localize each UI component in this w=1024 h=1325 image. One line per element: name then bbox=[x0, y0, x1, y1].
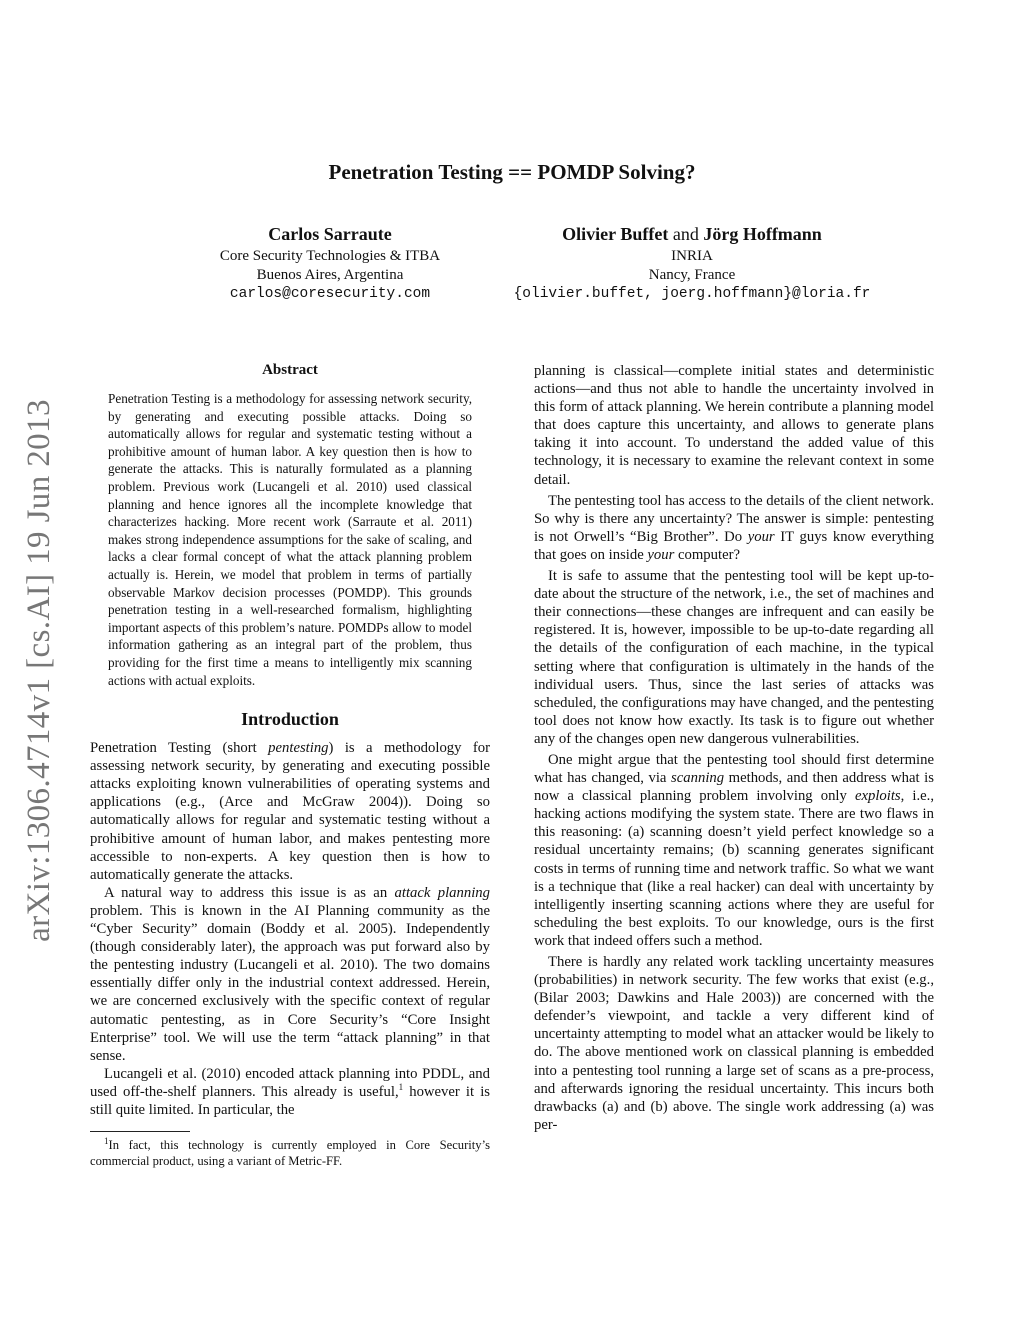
author-affiliation: Core Security Technologies & ITBA bbox=[219, 248, 441, 264]
intro-paragraph: Lucangeli et al. (2010) encoded attack planning into PDDL, and used off-the-shelf planners. This already is useful,$^1$ however it is still quite limited. In particular, the bbox=[90, 1065, 490, 1118]
abstract-heading: Abstract bbox=[262, 362, 318, 378]
author-location: Nancy, France bbox=[648, 267, 736, 283]
introduction-heading: Introduction bbox=[241, 709, 339, 730]
author-email: carlos@coresecurity.com bbox=[229, 286, 431, 302]
intro-paragraph: Penetration Testing (short pentesting) is a methodology for assessing network security, by generating and executing possible attacks exploiting known vulnerabilities of operating systems and applications (e.g., (Arce and McGraw 2004)). Doing so automatically allows for regular and systematic testing without a prohibitive amount of human labor, and makes pentesting more accessible to non-experts. A key question then is how to automatically generate the attacks. bbox=[90, 740, 491, 883]
footnote-marker: 1 bbox=[398, 1081, 404, 1092]
author-affiliation: INRIA bbox=[671, 248, 713, 264]
arxiv-stamp bbox=[16, 380, 62, 960]
body-paragraph: planning is classical—complete initial states and deterministic actions—and thus not able to handle the uncertainty involved in this form of attack planning. We herein contribute a planning model that does capture this uncertainty, and allows to generate plans taking it into account. To understand the added value of this technology, it is necessary to examine the relevant context in some detail. bbox=[534, 363, 934, 488]
body-paragraph: There is hardly any related work tackling uncertainty measures (probabilities) in network security. The few works that exist (e.g., (Bilar 2003; Dawkins and Hale 2003)) are concerned with the defender’s viewpoint, and tackle a very different kind of uncertainty attempting to model what an attacker would be likely to do. The above mentioned work on classical planning is embedded into a pentesting tool running a large set of scans as a pre-process, and afterwards ignoring the residual uncertainty. This incurs both drawbacks (a) and (b) above. The single work addressing (a) was per- bbox=[534, 954, 934, 1133]
paper-title: Penetration Testing == POMDP Solving? bbox=[328, 160, 696, 184]
intro-paragraph: A natural way to address this issue is as an attack planning problem. This is known in the AI Planning community as the “Cyber Security” domain (Boddy et al. 2005). Independently (though considerably later), the approach was put forward also by the pentesting industry (Lucangeli et al. 2010). The two domains essentially differ only in the industrial context addressed. Herein, we are concerned exclusively with the specific context of regular automatic pentesting, as in Core Security’s “Core Insight Enterprise” tool. We will use the term “attack planning” in that sense. bbox=[90, 884, 490, 1064]
author-name-2: Jörg Hoffmann bbox=[703, 224, 822, 244]
footnote: $^1$In fact, this technology is currently employed in Core Security’s commercial product, using a variant of Metric-FF. bbox=[90, 1135, 490, 1169]
left-column bbox=[90, 362, 490, 1169]
author-block-right bbox=[462, 221, 922, 304]
author-location: Buenos Aires, Argentina bbox=[256, 267, 404, 283]
author-name: Carlos Sarraute bbox=[268, 224, 392, 244]
author-email: {olivier.buffet, joerg.hoffmann}@loria.fr bbox=[513, 286, 871, 302]
body-paragraph: The pentesting tool has access to the details of the client network. So why is there any uncertainty? The answer is simple: pentesting is not Orwell’s “Big Brother”. Do your IT guys know everything that goes on inside your computer? bbox=[534, 492, 934, 563]
author-name-1: Olivier Buffet bbox=[562, 224, 669, 244]
author-conjunction: and bbox=[672, 224, 699, 244]
body-paragraph: One might argue that the pentesting tool should first determine what has changed, via scanning methods, and then address what is now a classical planning problem involving only exploits, i.e., hacking actions modifying the system state. There are two flaws in this reasoning: (a) scanning doesn’t yield perfect knowledge so a residual uncertainty remains; (b) scanning generates significant costs in terms of running time and network traffic. So what we want is a technique that (like a real hacker) can deal with uncertainty by intelligently inserting scanning actions where they are useful for scheduling the best exploits. To our knowledge, ours is the first work that indeed offers such a method. bbox=[534, 751, 934, 949]
author-names bbox=[462, 221, 922, 247]
right-column bbox=[534, 362, 934, 1137]
author-block-left bbox=[180, 221, 480, 304]
abstract-text: Penetration Testing is a methodology for assessing network security, by generating and executing possible attacks. Doing so automatically allows for regular and systematic testing without a prohibitive amount of human labor. A key question then is how to generate the attacks. This is naturally formulated as a planning problem. Previous work (Lucangeli et al. 2010) used classical planning and hence ignores all the incomplete knowledge that characterizes hacking. More recent work (Sarraute et al. 2011) makes strong independence assumptions for the sake of scaling, and lacks a clear formal concept of what the attack planning problem actually is. Herein, we model that problem in terms of partially observable Markov decision processes (POMDP). This grounds penetration testing in a well-researched formalism, highlighting important aspects of this problem’s nature. POMDPs allow to model information gathering as an integral part of the problem, thus providing for the first time a means to intelligently mix scanning actions with actual exploits. bbox=[108, 391, 472, 688]
body-paragraph: It is safe to assume that the pentesting tool will be kept up-to-date about the structure of the network, i.e., the set of machines and their connections—these changes are infrequent and can easily be registered. It is, however, impossible to be up-to-date regarding all the details of the configuration of each machine, in the typical setting where that configuration is ultimately in the hands of the individual users. Thus, since the last series of attacks was scheduled, the configurations may have changed, and the pentesting tool does not know how exactly. Its task is to figure out whether any of the changes open new dangerous vulnerabilities. bbox=[534, 568, 934, 747]
arxiv-id: arXiv:1306.4714v1 [cs.AI] 19 Jun 2013 bbox=[20, 398, 57, 942]
footnote-divider bbox=[90, 1131, 190, 1132]
